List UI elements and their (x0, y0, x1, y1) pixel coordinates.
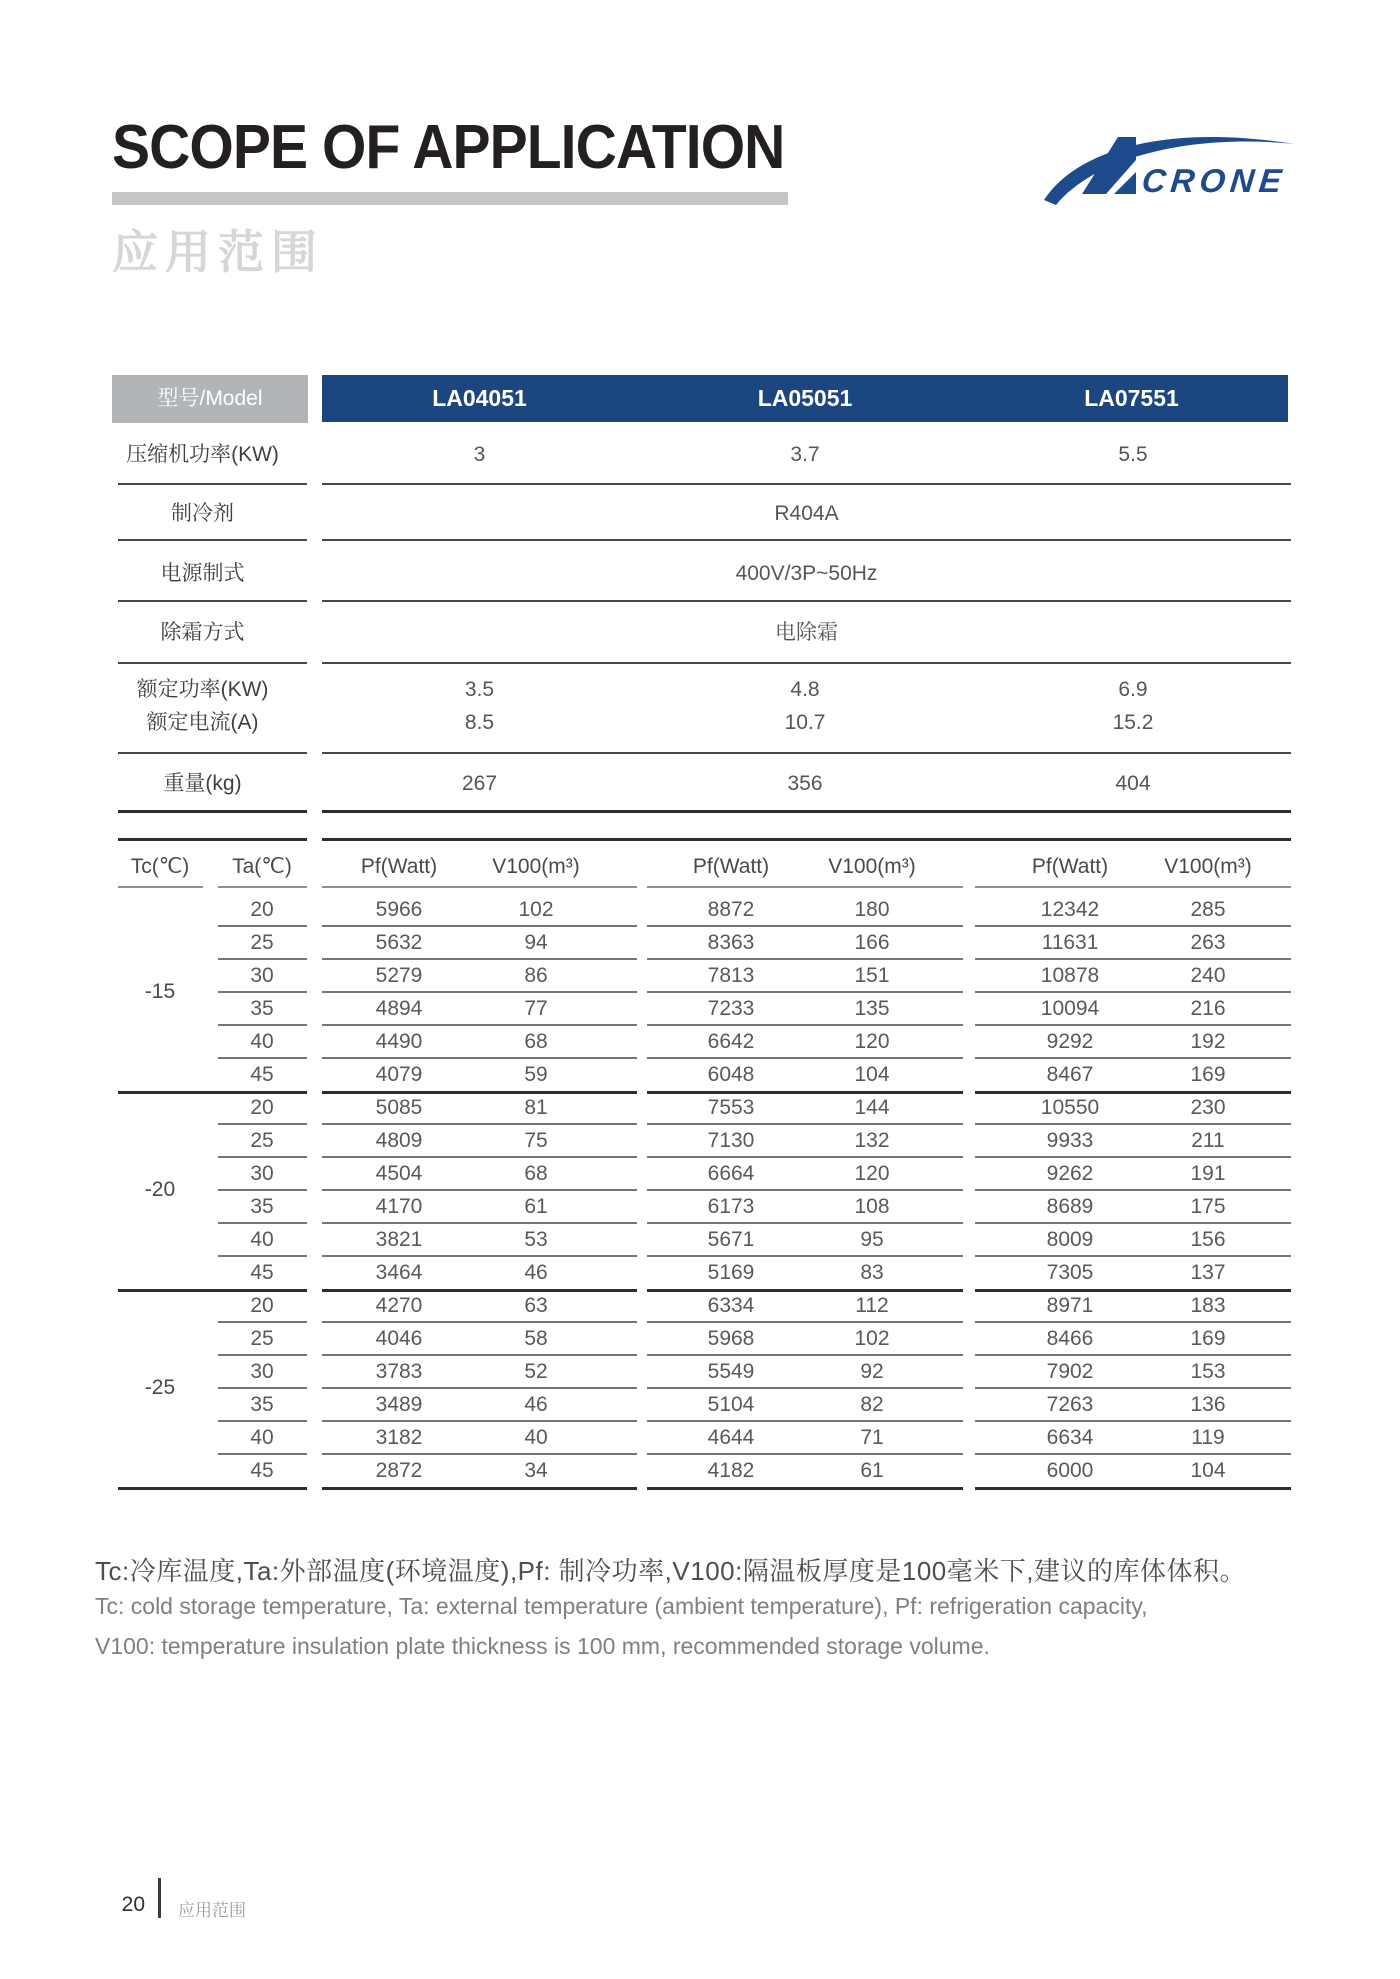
ta-cell: 35 (250, 1195, 274, 1218)
title-underline-bar (112, 192, 788, 205)
capacity-cell: 8467 (1046, 1063, 1094, 1086)
ta-cell: 35 (250, 997, 274, 1020)
capacity-cell: 7813 (707, 964, 755, 987)
ta-cell: 20 (250, 1294, 274, 1317)
footer-section-label: 应用范围 (178, 1901, 246, 1920)
tc-section-label: -20 (144, 1178, 176, 1201)
capacity-row-divider (322, 1453, 637, 1455)
spec-row-label: 除霜方式 (160, 621, 245, 644)
capacity-row-divider (647, 1222, 963, 1224)
capacity-row-divider (218, 1057, 307, 1059)
capacity-row-divider (218, 1123, 307, 1125)
capacity-cell: 9262 (1046, 1162, 1094, 1185)
capacity-col-header-v100: V100(m³) (1164, 855, 1252, 878)
ta-cell: 45 (250, 1063, 274, 1086)
spec-row-label: 压缩机功率(KW) (126, 443, 279, 466)
note-english-line1: Tc: cold storage temperature, Ta: external temperature (ambient temperature), Pf: refrigeration capacity, (95, 1593, 1148, 1619)
capacity-cell: 81 (524, 1096, 548, 1119)
spec-row-divider (118, 483, 307, 485)
capacity-cell: 211 (1191, 1129, 1225, 1152)
capacity-cell: 12342 (1040, 898, 1100, 921)
capacity-row-divider (975, 991, 1291, 993)
ta-cell: 40 (250, 1426, 274, 1449)
ta-cell: 40 (250, 1030, 274, 1053)
capacity-row-divider (647, 991, 963, 993)
capacity-header-underline (322, 886, 637, 888)
capacity-cell: 6642 (707, 1030, 755, 1053)
capacity-row-divider (218, 1222, 307, 1224)
capacity-row-divider (975, 1387, 1291, 1389)
spec-row-label: 重量(kg) (163, 772, 242, 795)
capacity-cell: 82 (860, 1393, 884, 1416)
capacity-row-divider (647, 1354, 963, 1356)
spec-row-divider (322, 600, 1291, 602)
capacity-row-divider (322, 1057, 637, 1059)
capacity-row-divider (647, 925, 963, 927)
capacity-row-divider (322, 925, 637, 927)
capacity-cell: 58 (524, 1327, 548, 1350)
capacity-row-divider (647, 1387, 963, 1389)
capacity-cell: 7902 (1046, 1360, 1094, 1383)
capacity-row-divider (975, 1255, 1291, 1257)
ta-cell: 20 (250, 898, 274, 921)
capacity-cell: 8689 (1046, 1195, 1094, 1218)
spec-value: 6.9 (1118, 678, 1148, 701)
capacity-section-divider (118, 1091, 307, 1094)
capacity-cell: 216 (1190, 997, 1226, 1020)
capacity-section-divider (975, 1091, 1291, 1094)
capacity-row-divider (322, 1420, 637, 1422)
capacity-cell: 4894 (375, 997, 423, 1020)
capacity-cell: 46 (524, 1261, 548, 1284)
spec-row-label: 制冷剂 (171, 502, 234, 525)
capacity-cell: 2872 (375, 1459, 423, 1482)
capacity-row-divider (218, 1453, 307, 1455)
capacity-cell: 5549 (707, 1360, 755, 1383)
capacity-row-divider (218, 1420, 307, 1422)
spec-row-divider (322, 662, 1291, 664)
brand-logo (1038, 124, 1300, 210)
capacity-cell: 104 (854, 1063, 890, 1086)
capacity-cell: 3182 (375, 1426, 423, 1449)
capacity-row-divider (975, 1453, 1291, 1455)
capacity-cell: 68 (524, 1162, 548, 1185)
spec-value: 3 (473, 443, 486, 466)
capacity-section-divider (975, 1289, 1291, 1292)
capacity-cell: 75 (524, 1129, 548, 1152)
capacity-cell: 230 (1190, 1096, 1226, 1119)
spec-row-label: 额定电流(A) (146, 711, 259, 734)
capacity-cell: 135 (854, 997, 890, 1020)
capacity-col-header-v100: V100(m³) (492, 855, 580, 878)
capacity-cell: 6173 (707, 1195, 755, 1218)
capacity-table-bottom-rule (975, 1487, 1291, 1490)
capacity-col-header-tc: Tc(℃) (130, 855, 190, 878)
capacity-table-bottom-rule (647, 1487, 963, 1490)
capacity-section-divider (647, 1289, 963, 1292)
capacity-row-divider (218, 1387, 307, 1389)
capacity-cell: 180 (854, 898, 890, 921)
spec-value-span: R404A (774, 502, 839, 525)
capacity-cell: 6000 (1046, 1459, 1094, 1482)
capacity-cell: 8009 (1046, 1228, 1094, 1251)
note-english-line2: V100: temperature insulation plate thickness is 100 mm, recommended storage volume. (95, 1633, 990, 1659)
capacity-col-header-pf: Pf(Watt) (360, 855, 438, 878)
spec-value: 5.5 (1118, 443, 1148, 466)
capacity-cell: 92 (860, 1360, 884, 1383)
capacity-cell: 120 (854, 1030, 890, 1053)
capacity-cell: 136 (1190, 1393, 1226, 1416)
footer-divider (158, 1878, 161, 1918)
ta-cell: 30 (250, 964, 274, 987)
capacity-cell: 144 (854, 1096, 890, 1119)
capacity-cell: 6634 (1046, 1426, 1094, 1449)
spec-row-divider (118, 539, 307, 541)
model-name-3: LA07551 (1084, 385, 1179, 411)
capacity-section-divider (647, 1091, 963, 1094)
capacity-cell: 5104 (707, 1393, 755, 1416)
ta-cell: 25 (250, 931, 274, 954)
capacity-cell: 285 (1190, 898, 1226, 921)
spec-value: 8.5 (464, 711, 495, 734)
capacity-cell: 68 (524, 1030, 548, 1053)
capacity-row-divider (322, 1321, 637, 1323)
model-name-2: LA05051 (757, 385, 853, 411)
spec-value: 15.2 (1112, 711, 1154, 734)
capacity-cell: 102 (518, 898, 554, 921)
capacity-cell: 191 (1190, 1162, 1226, 1185)
capacity-table-bottom-rule (118, 1487, 307, 1490)
capacity-cell: 112 (855, 1294, 889, 1317)
capacity-row-divider (647, 1420, 963, 1422)
capacity-header-underline (647, 886, 963, 888)
capacity-cell: 94 (524, 931, 548, 954)
capacity-row-divider (218, 1255, 307, 1257)
ta-cell: 45 (250, 1459, 274, 1482)
capacity-cell: 34 (524, 1459, 548, 1482)
capacity-row-divider (975, 1420, 1291, 1422)
capacity-cell: 153 (1190, 1360, 1226, 1383)
capacity-cell: 104 (1190, 1459, 1226, 1482)
capacity-cell: 4809 (375, 1129, 423, 1152)
spec-row-divider (118, 600, 307, 602)
capacity-cell: 77 (524, 997, 548, 1020)
spec-row-divider (322, 539, 1291, 541)
capacity-cell: 4490 (375, 1030, 423, 1053)
capacity-row-divider (322, 991, 637, 993)
spec-row-divider (118, 752, 307, 754)
capacity-cell: 9292 (1046, 1030, 1094, 1053)
spec-row-label: 额定功率(KW) (136, 678, 269, 701)
spec-row-divider (118, 662, 307, 664)
capacity-row-divider (218, 1321, 307, 1323)
capacity-row-divider (218, 925, 307, 927)
capacity-cell: 3464 (375, 1261, 423, 1284)
capacity-row-divider (975, 1057, 1291, 1059)
page-title: SCOPE OF APPLICATION (112, 113, 785, 182)
table-section-divider (322, 838, 1291, 841)
capacity-cell: 156 (1190, 1228, 1226, 1251)
spec-row-divider (322, 752, 1291, 754)
capacity-section-divider (322, 1289, 637, 1292)
capacity-cell: 151 (854, 964, 890, 987)
capacity-cell: 4046 (375, 1327, 423, 1350)
capacity-row-divider (975, 1189, 1291, 1191)
capacity-cell: 8872 (707, 898, 755, 921)
capacity-cell: 7305 (1046, 1261, 1094, 1284)
note-chinese: Tc:冷库温度,Ta:外部温度(环境温度),Pf: 制冷功率,V100:隔温板厚度是100毫米下,建议的库体体积。 (95, 1556, 1246, 1586)
capacity-cell: 6664 (707, 1162, 755, 1185)
model-name-1: LA04051 (432, 385, 527, 411)
capacity-row-divider (647, 958, 963, 960)
capacity-cell: 119 (1191, 1426, 1225, 1449)
capacity-cell: 4504 (375, 1162, 423, 1185)
capacity-cell: 61 (860, 1459, 884, 1482)
capacity-row-divider (322, 1222, 637, 1224)
table-section-divider (118, 838, 307, 841)
spec-value: 10.7 (784, 711, 826, 734)
capacity-row-divider (322, 1354, 637, 1356)
capacity-cell: 3821 (375, 1228, 423, 1251)
capacity-header-underline (975, 886, 1291, 888)
capacity-row-divider (322, 1255, 637, 1257)
spec-row-divider (322, 483, 1291, 485)
capacity-cell: 11631 (1041, 931, 1099, 954)
capacity-header-underline (118, 886, 203, 888)
spec-row-label: 电源制式 (160, 562, 245, 585)
capacity-cell: 10094 (1040, 997, 1100, 1020)
capacity-cell: 7553 (707, 1096, 755, 1119)
ta-cell: 25 (250, 1129, 274, 1152)
capacity-row-divider (218, 1024, 307, 1026)
capacity-row-divider (322, 1387, 637, 1389)
capacity-cell: 3783 (375, 1360, 423, 1383)
capacity-row-divider (975, 925, 1291, 927)
capacity-cell: 5632 (375, 931, 423, 954)
capacity-cell: 9933 (1046, 1129, 1094, 1152)
capacity-cell: 5279 (375, 964, 423, 987)
capacity-row-divider (647, 1321, 963, 1323)
capacity-row-divider (647, 1453, 963, 1455)
capacity-row-divider (218, 1156, 307, 1158)
capacity-cell: 3489 (375, 1393, 423, 1416)
ta-cell: 40 (250, 1228, 274, 1251)
capacity-cell: 169 (1190, 1063, 1226, 1086)
spec-value: 267 (461, 772, 498, 795)
capacity-row-divider (647, 1156, 963, 1158)
capacity-cell: 132 (854, 1129, 890, 1152)
spec-value: 3.5 (464, 678, 495, 701)
capacity-cell: 61 (524, 1195, 548, 1218)
capacity-cell: 40 (524, 1426, 548, 1449)
capacity-cell: 5968 (707, 1327, 755, 1350)
capacity-row-divider (647, 1057, 963, 1059)
logo-wordmark: CRONE (1140, 162, 1289, 199)
capacity-cell: 59 (524, 1063, 548, 1086)
capacity-cell: 175 (1190, 1195, 1226, 1218)
capacity-cell: 52 (524, 1360, 548, 1383)
spec-value: 404 (1115, 772, 1151, 795)
capacity-cell: 108 (854, 1195, 890, 1218)
ta-cell: 35 (250, 1393, 274, 1416)
capacity-row-divider (218, 1354, 307, 1356)
capacity-cell: 183 (1190, 1294, 1226, 1317)
capacity-row-divider (975, 1123, 1291, 1125)
capacity-row-divider (647, 1189, 963, 1191)
capacity-row-divider (647, 1024, 963, 1026)
capacity-col-header-v100: V100(m³) (828, 855, 916, 878)
capacity-cell: 120 (854, 1162, 890, 1185)
capacity-row-divider (322, 1123, 637, 1125)
capacity-cell: 263 (1190, 931, 1226, 954)
tc-section-label: -15 (144, 980, 176, 1003)
capacity-row-divider (975, 1024, 1291, 1026)
capacity-cell: 53 (524, 1228, 548, 1251)
capacity-row-divider (218, 1189, 307, 1191)
capacity-cell: 8363 (707, 931, 755, 954)
capacity-cell: 169 (1190, 1327, 1226, 1350)
model-header-bar (322, 375, 1288, 422)
capacity-cell: 95 (860, 1228, 884, 1251)
spec-value-span: 电除霜 (775, 621, 838, 644)
capacity-cell: 7233 (707, 997, 755, 1020)
ta-cell: 45 (250, 1261, 274, 1284)
capacity-row-divider (322, 1024, 637, 1026)
spec-value-span: 400V/3P~50Hz (735, 562, 878, 585)
capacity-cell: 8971 (1046, 1294, 1094, 1317)
capacity-section-divider (118, 1289, 307, 1292)
capacity-row-divider (975, 1156, 1291, 1158)
page-subtitle-cn: 应用范围 (112, 226, 324, 278)
capacity-col-header-pf: Pf(Watt) (692, 855, 770, 878)
capacity-cell: 86 (524, 964, 548, 987)
capacity-row-divider (647, 1255, 963, 1257)
tc-section-label: -25 (144, 1376, 176, 1399)
capacity-row-divider (975, 1321, 1291, 1323)
capacity-row-divider (975, 1354, 1291, 1356)
page-number: 20 (121, 1893, 145, 1916)
capacity-cell: 4644 (707, 1426, 755, 1449)
table-section-divider (322, 810, 1291, 813)
capacity-cell: 10878 (1040, 964, 1100, 987)
capacity-row-divider (975, 1222, 1291, 1224)
capacity-cell: 46 (524, 1393, 548, 1416)
capacity-header-underline (218, 886, 307, 888)
capacity-cell: 5169 (707, 1261, 755, 1284)
capacity-cell: 4170 (375, 1195, 423, 1218)
capacity-cell: 7263 (1046, 1393, 1094, 1416)
ta-cell: 30 (250, 1360, 274, 1383)
capacity-cell: 7130 (707, 1129, 755, 1152)
capacity-row-divider (218, 958, 307, 960)
capacity-cell: 6334 (707, 1294, 755, 1317)
ta-cell: 25 (250, 1327, 274, 1350)
ta-cell: 20 (250, 1096, 274, 1119)
capacity-row-divider (322, 1156, 637, 1158)
capacity-cell: 5671 (707, 1228, 755, 1251)
capacity-cell: 83 (860, 1261, 884, 1284)
capacity-cell: 10550 (1040, 1096, 1100, 1119)
capacity-cell: 8466 (1046, 1327, 1094, 1350)
capacity-cell: 240 (1190, 964, 1226, 987)
capacity-cell: 192 (1190, 1030, 1226, 1053)
table-section-divider (118, 810, 307, 813)
capacity-cell: 4079 (375, 1063, 423, 1086)
capacity-row-divider (975, 958, 1291, 960)
capacity-cell: 5085 (375, 1096, 423, 1119)
capacity-cell: 102 (854, 1327, 890, 1350)
capacity-col-header-pf: Pf(Watt) (1031, 855, 1109, 878)
capacity-row-divider (322, 958, 637, 960)
capacity-cell: 71 (860, 1426, 884, 1449)
ta-cell: 30 (250, 1162, 274, 1185)
capacity-row-divider (647, 1123, 963, 1125)
capacity-section-divider (322, 1091, 637, 1094)
spec-value: 3.7 (790, 443, 820, 466)
capacity-col-header-ta: Ta(℃) (232, 855, 292, 878)
spec-value: 356 (787, 772, 823, 795)
capacity-row-divider (322, 1189, 637, 1191)
model-header-cell: 型号/Model (112, 375, 308, 423)
spec-value: 4.8 (790, 678, 820, 701)
capacity-cell: 4182 (707, 1459, 755, 1482)
capacity-cell: 63 (524, 1294, 548, 1317)
capacity-cell: 4270 (375, 1294, 423, 1317)
capacity-table-bottom-rule (322, 1487, 637, 1490)
capacity-cell: 5966 (375, 898, 423, 921)
capacity-cell: 166 (854, 931, 890, 954)
capacity-row-divider (218, 991, 307, 993)
capacity-cell: 6048 (707, 1063, 755, 1086)
capacity-cell: 137 (1190, 1261, 1226, 1284)
